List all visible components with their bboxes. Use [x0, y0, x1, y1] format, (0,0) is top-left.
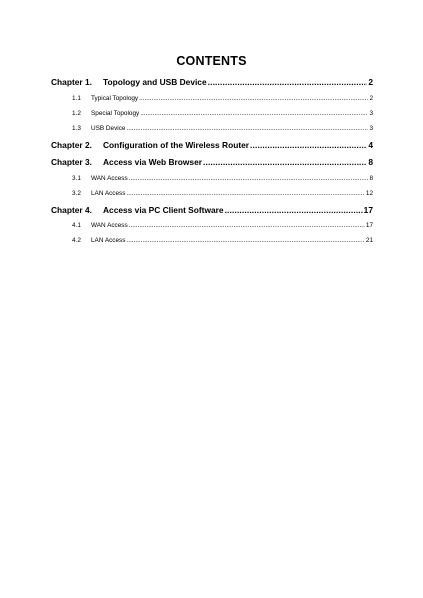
toc-entry-number: 4.2 — [72, 237, 81, 244]
page-title: CONTENTS — [176, 54, 247, 68]
toc-entry-number: Chapter 3. — [51, 157, 92, 167]
table-of-contents — [51, 76, 373, 251]
dot-leader — [139, 94, 368, 104]
toc-entry-label: Configuration of the Wireless Router — [103, 139, 250, 150]
toc-entry-page: 3 — [369, 124, 373, 132]
toc-section-entry[interactable] — [51, 189, 373, 204]
dot-leader — [129, 221, 365, 231]
toc-entry-label: WAN Access — [91, 174, 128, 182]
toc-entry-page: 4 — [368, 139, 373, 150]
toc-entry-number: Chapter 4. — [51, 204, 92, 215]
dot-leader — [250, 139, 367, 151]
toc-entry-number: 3.1 — [72, 174, 81, 182]
dot-leader — [225, 204, 363, 216]
dot-leader — [203, 156, 367, 168]
toc-entry-number: 1.1 — [72, 94, 81, 102]
toc-entry-number: 4.1 — [72, 222, 81, 229]
toc-entry-label: Access via PC Client Software — [103, 204, 224, 215]
toc-entry-label: Access via Web Browser — [103, 157, 202, 167]
toc-entry-page: 8 — [369, 174, 373, 182]
toc-section-entry[interactable] — [51, 174, 373, 189]
toc-entry-label: LAN Access — [91, 237, 126, 244]
toc-entry-number: 3.2 — [72, 189, 81, 197]
toc-entry-number: Chapter 2. — [51, 139, 92, 150]
toc-section-entry[interactable] — [51, 124, 373, 139]
toc-entry-page: 2 — [369, 94, 373, 102]
toc-section-entry[interactable] — [51, 109, 373, 124]
toc-entry-number: 1.3 — [72, 124, 81, 132]
toc-entry-page: 17 — [363, 204, 373, 215]
toc-entry-label: LAN Access — [91, 189, 126, 197]
toc-chapter-entry[interactable] — [51, 156, 373, 174]
dot-leader — [126, 236, 364, 246]
toc-chapter-entry[interactable] — [51, 139, 373, 157]
toc-entry-number: Chapter 1. — [51, 77, 92, 87]
toc-chapter-entry[interactable] — [51, 204, 373, 222]
dot-leader — [208, 76, 368, 88]
toc-entry-page: 17 — [365, 222, 373, 229]
toc-entry-page: 8 — [368, 157, 373, 167]
toc-entry-page: 21 — [365, 237, 373, 244]
toc-entry-page: 3 — [369, 109, 373, 117]
dot-leader — [129, 174, 369, 184]
dot-leader — [126, 124, 368, 134]
toc-entry-label: Typical Topology — [91, 94, 139, 102]
toc-chapter-entry[interactable] — [51, 76, 373, 94]
dot-leader — [140, 109, 368, 119]
toc-entry-page: 12 — [365, 189, 373, 197]
toc-entry-number: 1.2 — [72, 109, 81, 117]
toc-entry-label: Special Topology — [91, 109, 140, 117]
toc-entry-label: Topology and USB Device — [103, 77, 207, 87]
dot-leader — [126, 189, 364, 199]
toc-entry-label: WAN Access — [91, 222, 128, 229]
toc-section-entry[interactable] — [51, 236, 373, 251]
toc-entry-page: 2 — [368, 77, 373, 87]
toc-section-entry[interactable] — [51, 94, 373, 109]
toc-entry-label: USB Device — [91, 124, 126, 132]
toc-section-entry[interactable] — [51, 221, 373, 236]
